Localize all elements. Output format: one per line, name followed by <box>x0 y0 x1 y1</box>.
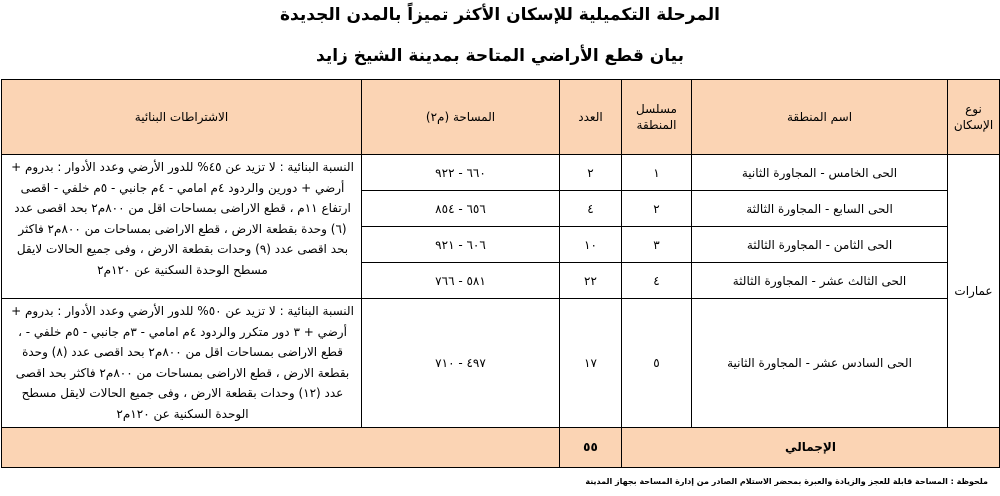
area-size-cell: ٦٠٦ - ٩٢١ <box>362 227 560 263</box>
serial-cell: ٢ <box>622 191 692 227</box>
area-size-cell: ٦٦٠ - ٩٢٢ <box>362 155 560 191</box>
table-row <box>2 155 1000 191</box>
main-title: المرحلة التكميلية للإسكان الأكثر تميزاً بالمدن الجديدة <box>280 5 720 25</box>
area-size-cell: ٦٥٦ - ٨٥٤ <box>362 191 560 227</box>
header-count: العدد <box>560 80 622 155</box>
serial-cell: ٤ <box>622 263 692 299</box>
land-plots-table <box>1 79 1000 468</box>
area-name-cell: الحى السابع - المجاورة الثالثة <box>692 191 948 227</box>
header-housing-type: نوع الإسكان <box>948 80 1000 155</box>
building-conditions-cell <box>2 155 362 299</box>
building-conditions-text: النسبة البنائية : لا تزيد عن ٥٠% للدور الأرضي وعدد الأدوار : بدروم + أرضي + ٣ دور متكرر والردود ٤م امامي - ٣م جانبي - ٥م خلفي - ، قطع الاراضى بمساحات اقل من ٨٠٠م٢ بحد اقصى عدد (٨) وحدة بقطعة الارض ، قطع الاراضى بمساحات من ٨٠٠م٢ فاكثر بحد اقصى عدد (١٢) وحدات بقطعة الارض ، وفى جميع الحالات لايقل مسطح الوحدة السكنية عن ١٢٠م٢ <box>11 304 354 421</box>
serial-cell: ٥ <box>622 299 692 428</box>
table-row <box>2 299 1000 428</box>
area-name-cell: الحى الثالث عشر - المجاورة الثالثة <box>692 263 948 299</box>
sub-title: بيان قطع الأراضي المتاحة بمدينة الشيخ زايد <box>316 46 684 66</box>
table-header-row <box>2 80 1000 155</box>
area-size-cell: ٤٩٧ - ٧١٠ <box>362 299 560 428</box>
area-size-cell: ٥٨١ - ٧٦٦ <box>362 263 560 299</box>
building-conditions-cell <box>2 299 362 428</box>
footnote: ملحوظة : المساحة قابلة للعجز والزيادة والعبرة بمحضر الاستلام الصادر من إدارة المساحة بجهاز المدينة <box>585 477 988 486</box>
housing-type-cell: عمارات <box>948 155 1000 428</box>
header-building-conditions: الاشتراطات البنائية <box>2 80 362 155</box>
count-cell: ٢٢ <box>560 263 622 299</box>
header-area-name: اسم المنطقة <box>692 80 948 155</box>
count-cell: ١٠ <box>560 227 622 263</box>
header-area-serial: مسلسل المنطقة <box>622 80 692 155</box>
area-name-cell: الحى الثامن - المجاورة الثالثة <box>692 227 948 263</box>
total-blank-cell <box>2 427 560 467</box>
header-area-size: المساحة (م٢) <box>362 80 560 155</box>
count-cell: ٤ <box>560 191 622 227</box>
total-row <box>2 427 1000 467</box>
area-name-cell: الحى السادس عشر - المجاورة الثانية <box>692 299 948 428</box>
building-conditions-text: النسبة البنائية : لا تزيد عن ٤٥% للدور الأرضي وعدد الأدوار : بدروم + أرضي + دورين والردود ٤م امامي - ٤م جانبي - ٥م خلفي - اقصى ارتفاع ١١م ، قطع الاراضى بمساحات اقل من ٨٠٠م٢ بحد اقصى عدد (٦) وحدة بقطعة الارض ، قطع الاراضى بمساحات من ٨٠٠م٢ فاكثر بحد اقصى عدد (٩) وحدات بقطعة الارض ، وفى جميع الحالات لايقل مسطح الوحدة السكنية عن ١٢٠م٢ <box>11 160 354 277</box>
serial-cell: ٣ <box>622 227 692 263</box>
area-name-cell: الحى الخامس - المجاورة الثانية <box>692 155 948 191</box>
count-cell: ١٧ <box>560 299 622 428</box>
total-label-cell: الإجمالي <box>622 427 1000 467</box>
count-cell: ٢ <box>560 155 622 191</box>
total-count-cell: ٥٥ <box>560 427 622 467</box>
serial-cell: ١ <box>622 155 692 191</box>
